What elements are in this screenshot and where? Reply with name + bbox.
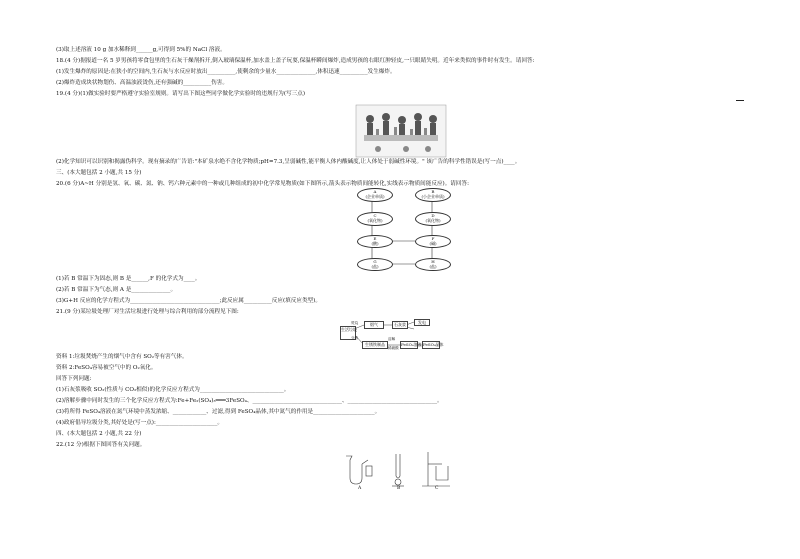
flow-box-smoke: 烟气 xyxy=(364,321,384,329)
section-4-heading: 四、(本大题包括 2 小题,共 22 分) xyxy=(56,431,142,437)
text-line-q20-intro: 20.(6 分)A~H 分别是氢、氧、碳、氮、钠、钙六种元素中的一种或几种组成的初中化学常见物质(如下图所示,箭头表示物质间能转化,实线表示物质间能反应)。请回答: xyxy=(56,181,469,187)
text-line-q19-2: (2)化学知识可以识别和揭露伪科学。现有摘录的广告语:"本矿泉水绝不含化学物质;pH=7.3,呈弱碱性,能平衡人体内酸碱度,让人体处于弱碱性环境。" 该广告的科学性错误是(写一点)____。 xyxy=(56,159,521,165)
node-f: F (碱) xyxy=(415,235,451,248)
node-h: H (盐) xyxy=(415,258,451,271)
text-line-q18-2: (2)爆炸造成块状物划伤、高温浊液烫伤,还有强碱的__________伤害。 xyxy=(56,80,228,86)
node-b: B (小企业单质) xyxy=(415,188,451,202)
text-line-q21-intro: 21.(9 分)某垃圾处理厂对生活垃圾进行处理与综合利用的部分流程见下图: xyxy=(56,309,239,315)
text-line-q21-2: (2)溶解步骤中同时发生的三个化学反应方程式为:Fe+Fe₂(SO₄)₃═══3FeSO₄、________________________________、________________________________。 xyxy=(56,398,443,404)
text-line-q21-1: (1)石灰浆吸收 SO₂(性质与 CO₂相似)的化学反应方程式为______________________________。 xyxy=(56,387,290,393)
node-c: C (氧化物) xyxy=(357,212,393,226)
flow-source-box: 生活垃圾 xyxy=(340,326,356,340)
text-line-info-2: 资料 2:FeSO₄容易被空气中的 O₂氧化。 xyxy=(56,365,157,371)
flow-acid-label: 稀硫酸 xyxy=(388,346,399,350)
text-line-q20-2: (2)若 B 常温下为气态,则 A 是______________。 xyxy=(56,287,177,293)
flow-box-crystal: FeSO₄晶体 xyxy=(423,342,444,347)
node-d: D (氧化物) xyxy=(415,212,451,226)
node-g: G (盐) xyxy=(357,258,393,271)
node-a: A (企业单质) xyxy=(357,188,393,202)
flow-box-lime: 石灰浆 xyxy=(394,322,406,327)
lab-cartoon-image xyxy=(356,105,446,157)
apparatus-label-a: A xyxy=(358,486,362,491)
text-line-q21-3: (3)将所得 FeSO₄溶液在氮气环境中蒸发浓缩、____________、过滤,得到 FeSO₄晶体,其中氮气的作用是______________________。 xyxy=(56,409,381,415)
text-line-q20-1: (1)若 B 常温下为固态,则 B 是______,F 的化学式为____。 xyxy=(56,276,201,282)
text-line-q19-1: 19.(4 分)(1)做实验时要严格遵守实验室规则。请写出下图这些同学做化学实验时的违规行为(写三点) xyxy=(56,91,306,97)
text-line-answer-prompt: 回答下列问题: xyxy=(56,376,92,382)
flow-box-solution: FeSO₄溶液 xyxy=(401,342,422,347)
text-line-q18-1: (1)发生爆炸的原因是:在狭小的空间内,生石灰与水反应时放出__________,使剩余的少量水______________,体积迅速__________发生爆炸。 xyxy=(56,69,396,75)
flow-box-power: 发电 xyxy=(414,319,430,326)
text-line-q17-3: (3)取上述溶液 10 g 加水稀释到______g,可得到 5%的 NaCl 溶液。 xyxy=(56,47,226,53)
flow-bottom-branch-label: 分拣 xyxy=(351,336,359,340)
flow-dissolve-label: 溶解 xyxy=(388,337,396,341)
text-line-q20-3: (3)G+H 反应的化学方程式为________________________________;此反应属__________反应(填反应类型)。 xyxy=(56,298,321,304)
section-3-heading: 三、(本大题包括 2 小题,共 15 分) xyxy=(56,170,142,176)
flow-box-rusty-iron: 生锈铁制品 xyxy=(362,341,388,349)
text-line-q22-intro: 22.(12 分)根据下图回答有关问题。 xyxy=(56,442,146,448)
apparatus-label-c: C xyxy=(435,486,439,491)
text-line-info-1: 资料 1:垃圾焚烧产生的烟气中含有 SO₂等有害气体。 xyxy=(56,354,188,360)
apparatus-label-b: B xyxy=(397,486,401,491)
text-line-q21-4: (4)政府倡导垃圾分类,其好处是(写一点):______________________。 xyxy=(56,420,223,426)
flow-top-branch-label: 焚烧 xyxy=(351,321,359,325)
text-line-q18-intro: 18.(4 分)据报道一名 5 岁男孩将零食包里的生石灰干燥剂拆开,倒入玻璃保温杯,加水盖上盖子玩耍,保温杯瞬间爆炸,造成男孩的右眼红肿轻皮,一只眼睛失明。近年来类似的事件时有发生。请回答: xyxy=(56,58,535,64)
answer-dash xyxy=(736,100,744,101)
node-e: E (酸) xyxy=(357,235,393,248)
